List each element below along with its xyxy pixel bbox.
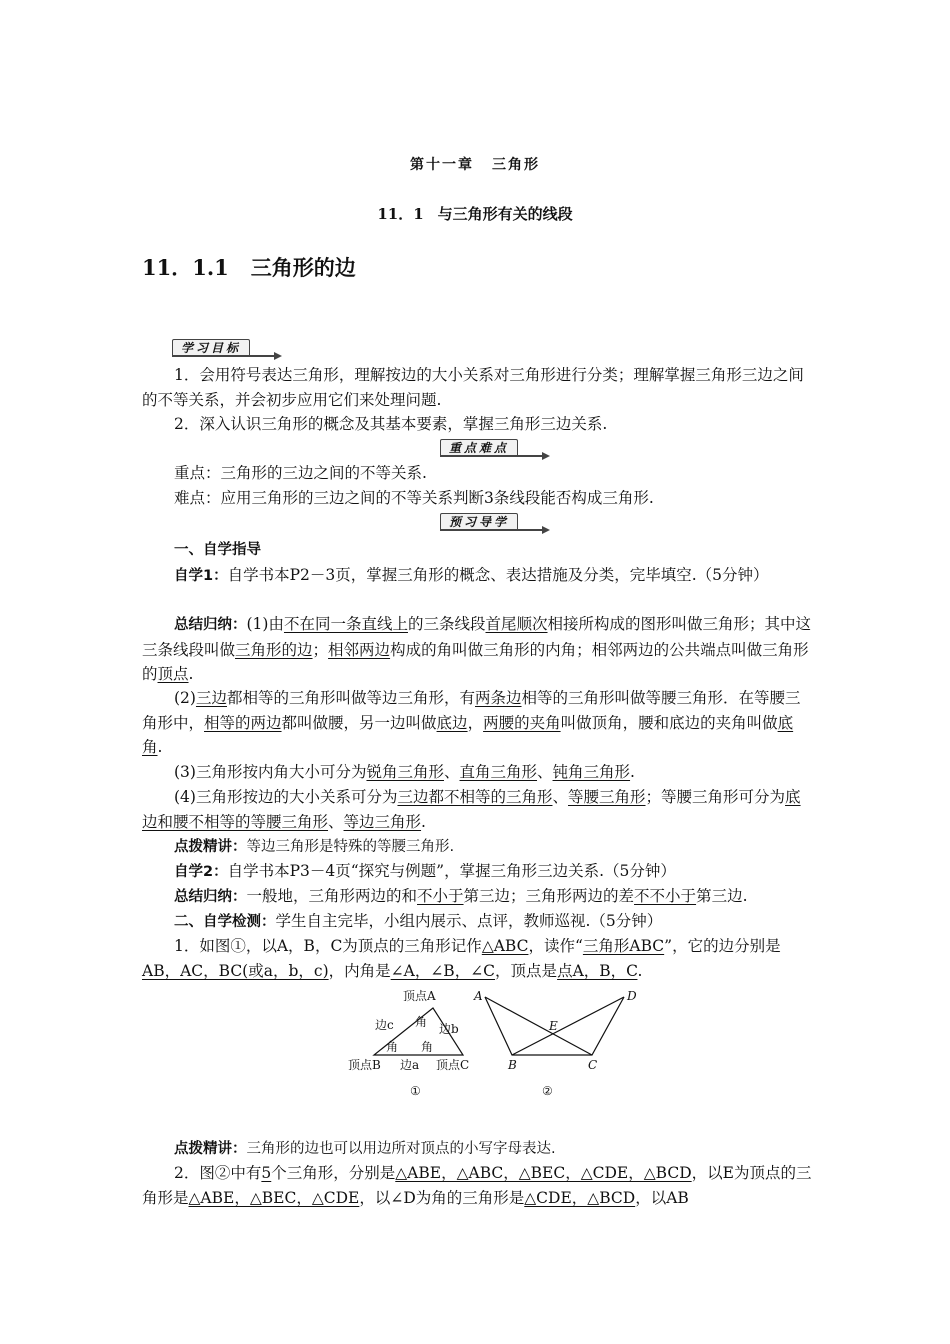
question-text: ，以E为顶点的三角形是 [142, 1164, 812, 1207]
answer-blank: 底边 [436, 713, 468, 732]
summary-text: (2) [174, 689, 196, 707]
answer-blank: 不在同一条直线上 [283, 615, 408, 633]
fig1-side-a: 边a [400, 1058, 420, 1072]
self1-text: 自学书本P2－3页，掌握三角形的概念、表达措施及分类，完毕填空.（5分钟） [227, 566, 769, 584]
answer-blank: 首尾顺次 [485, 615, 548, 633]
question-text: ，读作“ [528, 937, 583, 955]
question-text: ，以AB [635, 1188, 689, 1207]
key-banner-label: 重点难点 [440, 439, 518, 457]
summary-text: ， [467, 713, 484, 732]
answer-blank: 直角三角形 [459, 763, 538, 781]
chapter-heading [0, 154, 950, 174]
fig2-label-e: E [549, 1019, 558, 1033]
key-banner [440, 437, 550, 457]
fig1-side-b: 边b [439, 1022, 459, 1036]
self1-label: 自学1： [174, 568, 228, 584]
summary-1 [142, 612, 812, 687]
summary-text: 叫做顶角，腰和底边的夹角叫做 [560, 713, 778, 732]
key-difficult: 难点：应用三角形的三边之间的不等关系判断3条线段能否构成三角形. [174, 489, 654, 507]
banner-arrow-icon [542, 526, 550, 534]
summary-text: ； [312, 640, 329, 659]
figure-2 [473, 989, 637, 1098]
summary-text: . [157, 738, 163, 757]
answer-blank: 相等的两边 [204, 713, 282, 732]
fig2-diagonal-ac [485, 997, 592, 1055]
answer-blank: 5 [261, 1164, 272, 1182]
summary-text: ；等腰三角形可分为 [645, 788, 786, 806]
subsection-title: 三角形的边 [250, 255, 356, 280]
fig1-vertex-b: 顶点B [348, 1058, 381, 1072]
goals-banner-label: 学习目标 [172, 339, 250, 357]
fig1-vertex-c: 顶点C [436, 1058, 470, 1072]
figure-1 [348, 988, 469, 1098]
answer-blank: 等腰三角形 [568, 788, 646, 806]
part2-text: 学生自主完毕，小组内展示、点评，教师巡视.（5分钟） [275, 912, 663, 930]
goal-item-2: 2．深入认识三角形的概念及其基本要素，掌握三角形三边关系. [174, 415, 608, 433]
fig2-label-a: A [474, 989, 483, 1003]
summary-text: 构成的角叫做三角形的内角；相邻两边的公共端点叫做三角形的 [142, 640, 809, 684]
subsection-number: 11．1.1 [142, 255, 229, 280]
question-text: . [637, 961, 643, 980]
answer-blank: 三边 [195, 689, 227, 707]
question-text: ，内角是 [328, 961, 391, 980]
self2-label: 自学2： [174, 864, 228, 880]
answer-blank: ∠A，∠B，∠C [390, 961, 496, 980]
banner-line [440, 529, 542, 531]
summary-text: . [188, 665, 194, 684]
fig1-vertex-a: 顶点A [403, 989, 436, 1003]
summary-text: . [630, 763, 635, 781]
summary-text: (3)三角形按内角大小可分为 [174, 763, 367, 781]
fig2-label-b: B [508, 1058, 517, 1072]
answer-blank: AB，AC，BC(或a，b，c) [142, 961, 329, 980]
part2-heading [142, 909, 812, 935]
banner-arrow-icon [542, 452, 550, 460]
question-text: ，顶点是 [495, 961, 558, 980]
answer-blank: 底边和腰不相等的等腰三角形 [142, 788, 801, 831]
summary-text: 相接所构成的图形叫做三角形；其中这三条线段叫做 [142, 615, 812, 659]
answer-blank: 不不小于 [634, 887, 697, 905]
self2-text: 自学书本P3－4页“探究与例题”，掌握三角形三边关系.（5分钟） [227, 862, 676, 880]
question-2 [142, 1161, 812, 1210]
summary-text: (1)由 [246, 615, 284, 633]
answer-blank: 两腰的夹角 [483, 713, 561, 732]
answer-blank: 三角形的边 [235, 640, 313, 659]
summary-text: . [421, 812, 426, 831]
answer-blank: △ABE，△ABC，△BEC，△CDE，△BCD [395, 1164, 692, 1182]
fig1-angle-right: 角 [421, 1040, 434, 1054]
key-important: 重点：三角形的三边之间的不等关系. [174, 464, 427, 482]
summary-5 [142, 884, 812, 910]
summary-text: 、 [328, 812, 344, 831]
fig2-diagonal-bd [512, 997, 624, 1055]
summary-4 [142, 785, 812, 834]
goal-item-1: 1．会用符号表达三角形，理解按边的大小关系对三角形进行分类；理解掌握三角形三边之间的不等关系，并会初步应用它们来处理问题. [142, 366, 804, 409]
question-1 [142, 934, 812, 983]
summary-2 [142, 686, 812, 760]
answer-blank: 不小于 [417, 887, 464, 905]
tip-1 [142, 834, 812, 860]
answer-blank: 锐角三角形 [366, 763, 444, 781]
part1-title: 一、自学指导 [174, 542, 261, 558]
answer-blank: 钝角三角形 [552, 763, 631, 781]
fig1-caption: ① [410, 1084, 421, 1098]
banner-arrow-icon [274, 352, 282, 360]
summary-label: 总结归纳： [174, 889, 247, 905]
triangle-figures [340, 983, 660, 1103]
banner-line [440, 455, 542, 457]
answer-blank: 两条边 [475, 689, 522, 707]
summary-text: 相等的三角形叫做等腰三角形．在等腰三角形中， [142, 689, 801, 732]
answer-blank: 等边三角形 [343, 812, 422, 831]
question-text: ，以∠D为角的三角形是 [359, 1188, 525, 1207]
fig1-angle-left: 角 [386, 1040, 399, 1054]
tip-text: 三角形的边也可以用边所对顶点的小写字母表达. [246, 1141, 556, 1157]
tip-label: 点拨精讲： [174, 839, 247, 855]
fig2-caption: ② [542, 1084, 553, 1098]
answer-blank: 三角形ABC [582, 937, 665, 955]
part2-title: 二、自学检测： [174, 914, 276, 930]
preview-banner [440, 511, 550, 531]
fig2-label-d: D [627, 989, 637, 1003]
fig1-side-c: 边c [375, 1018, 394, 1032]
answer-blank: △ABC [481, 937, 529, 955]
question-text: 个三角形，分别是 [271, 1164, 396, 1182]
section-title: 与三角形有关的线段 [437, 205, 573, 223]
subsection-heading [142, 252, 356, 282]
tip-2 [142, 1136, 812, 1162]
summary-text: 第三边. [696, 887, 748, 905]
goals-banner [172, 337, 282, 357]
summary-text: 、 [552, 788, 568, 806]
answer-blank: △CDE，△BCD [524, 1188, 636, 1207]
summary-label: 总结归纳： [174, 617, 247, 633]
answer-blank: 底角 [142, 713, 794, 757]
summary-text: 的三条线段 [407, 615, 486, 633]
summary-text: (4)三角形按边的大小关系可分为 [174, 788, 398, 806]
chapter-number: 第十一章 [410, 157, 474, 173]
summary-text: 、 [443, 763, 460, 781]
fig1-angle-top: 角 [415, 1015, 428, 1029]
section-number: 11．1 [377, 205, 424, 223]
summary-text: 都叫做腰，另一边叫做 [281, 713, 437, 732]
preview-banner-label: 预习导学 [440, 513, 518, 531]
section-heading [0, 203, 950, 224]
answer-blank: 顶点 [157, 665, 189, 684]
answer-blank: 三边都不相等的三角形 [397, 788, 553, 806]
question-text: 1．如图①，以A，B，C为顶点的三角形记作 [174, 937, 482, 955]
chapter-title: 三角形 [492, 157, 540, 173]
answer-blank: △ABE，△BEC，△CDE [188, 1188, 360, 1207]
tip-text: 等边三角形是特殊的等腰三角形. [246, 839, 455, 855]
summary-text: 、 [537, 763, 553, 781]
answer-blank: 点A，B，C [557, 961, 638, 980]
banner-line [172, 355, 274, 357]
summary-text: 一般地，三角形两边的和 [246, 887, 418, 905]
fig2-label-c: C [588, 1058, 598, 1072]
summary-text: 第三边；三角形两边的差 [463, 887, 635, 905]
self-study-1 [142, 563, 812, 589]
summary-text: 都相等的三角形叫做等边三角形，有 [226, 689, 475, 707]
question-text: 2．图②中有 [174, 1164, 262, 1182]
question-text: ”，它的边分别是 [664, 937, 781, 955]
answer-blank: 相邻两边 [328, 640, 391, 659]
summary-3 [142, 760, 812, 785]
self-study-2 [142, 859, 812, 885]
tip-label: 点拨精讲： [174, 1141, 247, 1157]
